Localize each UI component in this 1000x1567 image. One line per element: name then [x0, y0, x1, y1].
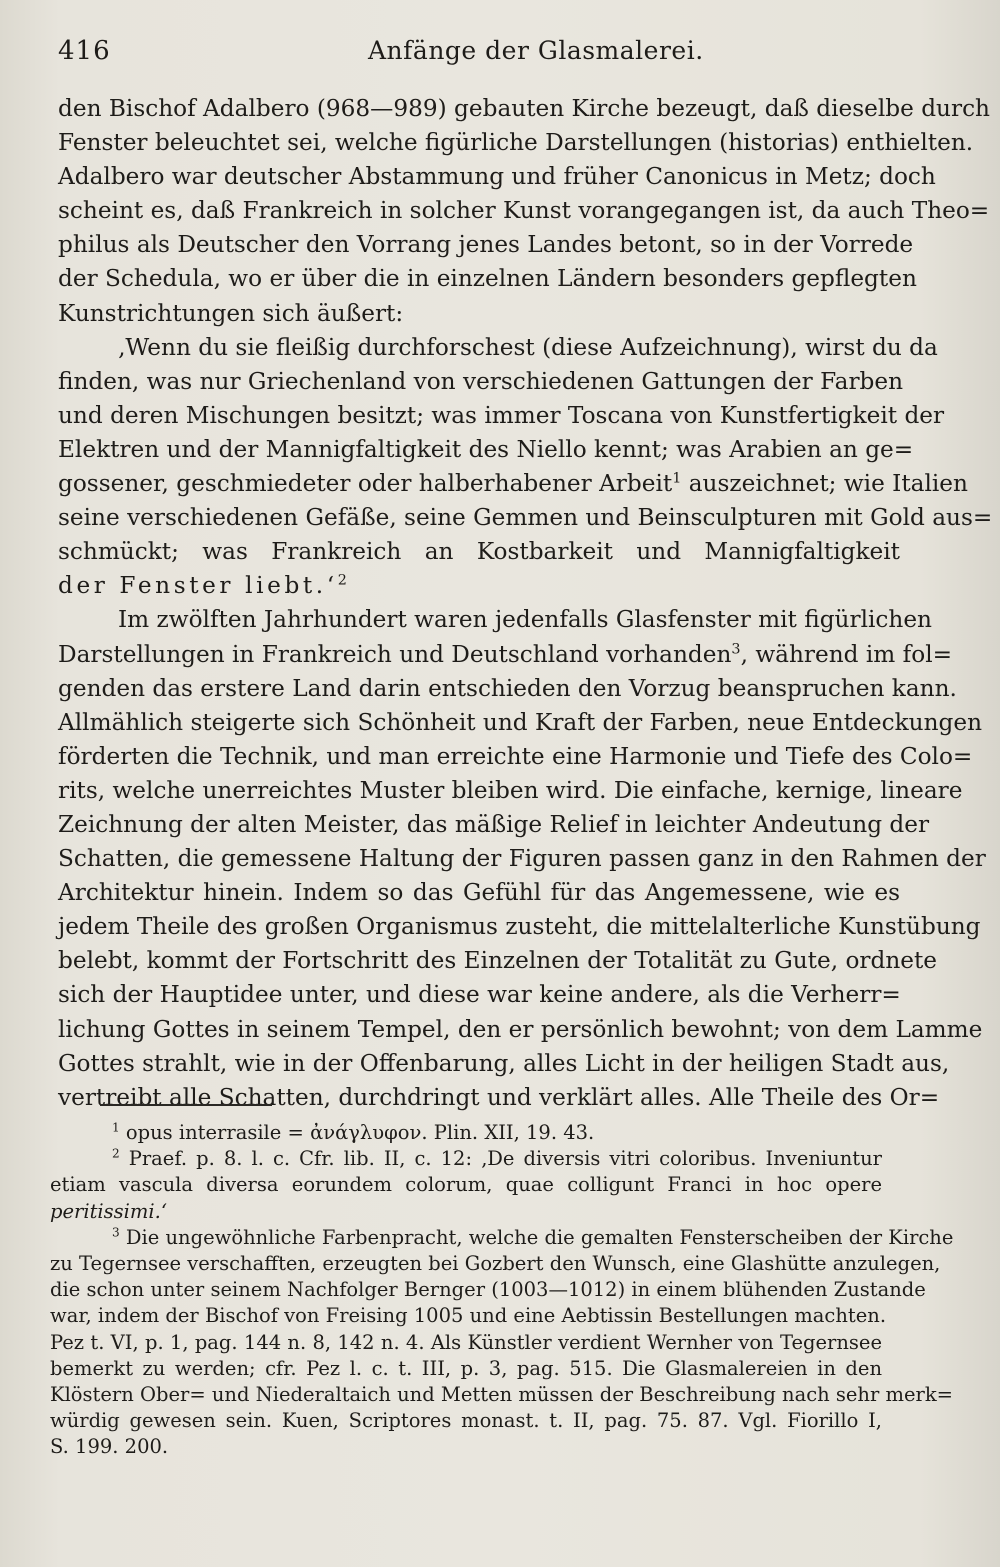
- footnote-line: bemerkt zu werden; cfr. Pez l. c. t. III, p. 3, pag. 515. Die Glasmalereien in den: [50, 1356, 882, 1380]
- footnote-marker: 1: [112, 1120, 120, 1135]
- footnote-marker: 3: [112, 1225, 120, 1240]
- page-header: [58, 30, 930, 70]
- text-line: sich der Hauptidee unter, und diese war keine andere, als die Verherr=: [58, 981, 901, 1009]
- footnote-line: die schon unter seinem Nachfolger Bernger (1003—1012) in einem blühenden Zustande: [50, 1278, 926, 1302]
- footnote-text: Die ungewöhnliche Farbenpracht, welche die gemalten Fensterscheiben der Kirche: [119, 1225, 954, 1249]
- text-line: der Schedula, wo er über die in einzelnen Ländern besonders gepflegten: [58, 265, 917, 293]
- quote-line: und deren Mischungen besitzt; was immer Toscana von Kunstfertigkeit der: [58, 401, 945, 429]
- running-head: Anfänge der Glasmalerei.: [368, 36, 704, 65]
- footnote-line: war, indem der Bischof von Freising 1005 und eine Aebtissin Bestellungen machten.: [50, 1304, 887, 1328]
- footnote-ref: 3: [731, 640, 741, 657]
- text-line: rits, welche unerreichtes Muster bleiben wird. Die einfache, kernige, lineare: [58, 776, 963, 804]
- text-line: belebt, kommt der Fortschritt des Einzelnen der Totalität zu Gute, ordnete: [58, 947, 938, 975]
- footnote-line: S. 199. 200.: [50, 1435, 169, 1459]
- footnotes: [50, 1120, 954, 1460]
- text-line: lichung Gottes in seinem Tempel, den er persönlich bewohnt; von dem Lamme: [58, 1015, 983, 1043]
- footnote-line: [50, 1120, 882, 1146]
- main-text: [58, 92, 993, 1115]
- text-line: Im zwölften Jahrhundert waren jedenfalls Glasfenster mit figürlichen: [118, 606, 932, 634]
- footnote-line: etiam vascula diversa eorundem colorum, quae colligunt Franci in hoc opere: [50, 1173, 882, 1197]
- text-line: Architektur hinein. Indem so das Gefühl für das Angemessene, wie es: [58, 879, 900, 907]
- line-text: Darstellungen in Frankreich und Deutschland vorhanden: [58, 640, 732, 668]
- quote-line: [58, 569, 900, 603]
- text-line: den Bischof Adalbero (968—989) gebauten Kirche bezeugt, daß dieselbe durch: [58, 95, 990, 122]
- text-line: genden das erstere Land darin entschieden den Vorzug beanspruchen kann.: [58, 674, 957, 702]
- footnote-text: Praef. p. 8. l. c. Cfr. lib. II, c. 12: ‚De diversis vitri coloribus. Inveniuntur: [119, 1147, 882, 1171]
- quote-line: [58, 467, 968, 501]
- footnote-line: würdig gewesen sein. Kuen, Scriptores monast. t. II, pag. 75. 87. Vgl. Fiorillo I,: [50, 1409, 882, 1433]
- line-text: gossener, geschmiedeter oder halberhabener Arbeit: [58, 470, 673, 498]
- text-line: Schatten, die gemessene Haltung der Figuren passen ganz in den Rahmen der: [58, 845, 986, 873]
- footnote-ref: 2: [337, 572, 351, 589]
- text-line: philus als Deutscher den Vorrang jenes Landes betont, so in der Vorrede: [58, 231, 914, 259]
- footnote-line: [50, 1146, 882, 1172]
- footnote-ref: 1: [672, 470, 682, 487]
- footnote-line: [50, 1225, 954, 1251]
- footnote-line: zu Tegernsee verschafften, erzeugten bei Gozbert den Wunsch, eine Glashütte anzulegen,: [50, 1251, 941, 1275]
- text-line: scheint es, daß Frankreich in solcher Kunst vorangegangen ist, da auch Theo=: [58, 197, 990, 225]
- text-line: Gottes strahlt, wie in der Offenbarung, alles Licht in der heiligen Stadt aus,: [58, 1049, 950, 1077]
- text-line: Kunstrichtungen sich äußert:: [58, 299, 404, 327]
- text-line: Zeichnung der alten Meister, das mäßige Relief in leichter Andeutung der: [58, 810, 930, 838]
- footnote-line: peritissimi.‘: [50, 1199, 168, 1223]
- text-line: Fenster beleuchtet sei, welche figürliche Darstellungen (historias) enthielten.: [58, 129, 974, 157]
- footnote-line: Klöstern Ober= und Niederaltaich und Metten müssen der Beschreibung nach sehr merk=: [50, 1382, 954, 1406]
- footnote-marker: 2: [112, 1146, 120, 1161]
- quote-line: schmückt; was Frankreich an Kostbarkeit und Mannigfaltigkeit: [58, 538, 900, 566]
- quote-line: ‚Wenn du sie fleißig durchforschest (diese Aufzeichnung), wirst du da: [118, 333, 938, 361]
- text-line: förderten die Technik, und man erreichte eine Harmonie und Tiefe des Colo=: [58, 742, 973, 770]
- text-line: Allmählich steigerte sich Schönheit und Kraft der Farben, neue Entdeckungen: [58, 708, 983, 736]
- quote-line: finden, was nur Griechenland von verschiedenen Gattungen der Farben: [58, 367, 904, 395]
- line-text: , während im fol=: [740, 640, 953, 668]
- text-line: Adalbero war deutscher Abstammung und früher Canonicus in Metz; doch: [58, 163, 936, 191]
- footnote-text: opus interrasile = ἀνάγλυφον. Plin. XII, 19. 43.: [119, 1121, 595, 1144]
- page-number: 416: [58, 36, 111, 66]
- footnote-separator: [100, 1104, 272, 1106]
- quote-line: Elektren und der Mannigfaltigkeit des Niello kennt; was Arabien an ge=: [58, 435, 914, 463]
- quote-line: seine verschiedenen Gefäße, seine Gemmen und Beinsculpturen mit Gold aus=: [58, 504, 993, 532]
- text-line: [58, 638, 953, 672]
- line-text: der Fenster liebt.‘: [58, 572, 338, 600]
- text-line: vertreibt alle Schatten, durchdringt und verklärt alles. Alle Theile des Or=: [58, 1083, 940, 1111]
- footnote-line: Pez t. VI, p. 1, pag. 144 n. 8, 142 n. 4. Als Künstler verdient Wernher von Tegernsee: [50, 1330, 882, 1354]
- text-line: jedem Theile des großen Organismus zusteht, die mittelalterliche Kunstübung: [58, 913, 981, 941]
- line-text: auszeichnet; wie Italien: [681, 470, 968, 498]
